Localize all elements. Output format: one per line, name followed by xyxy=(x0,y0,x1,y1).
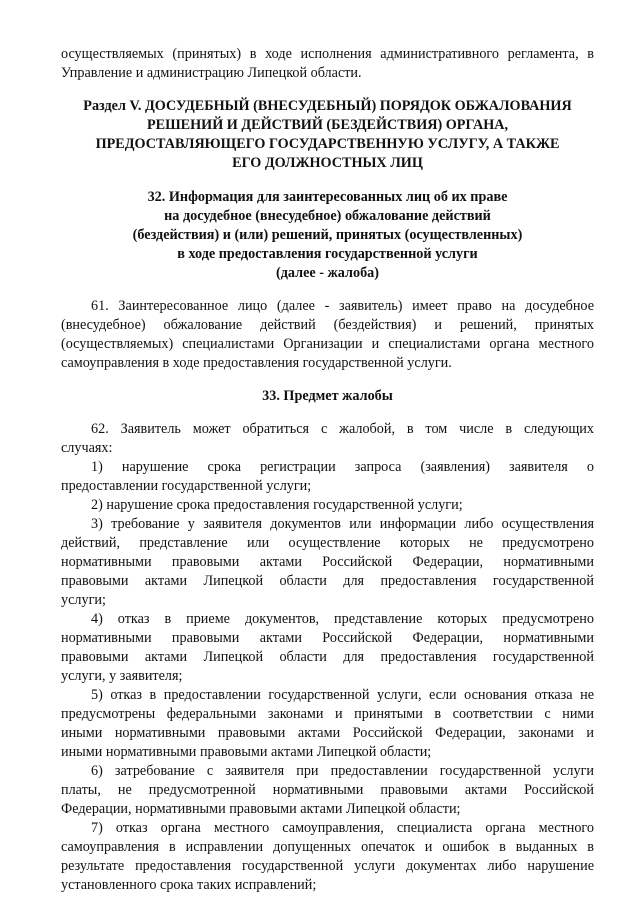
list-item-line: нормативными правовыми актами Российской Федерации, нормативными xyxy=(61,554,594,570)
list-item-line: иными нормативными правовыми актами Липецкой области; xyxy=(61,744,432,760)
section-title-line: ПРЕДОСТАВЛЯЮЩЕГО ГОСУДАРСТВЕННУЮ УСЛУГУ, А ТАКЖЕ xyxy=(95,136,560,152)
list-item-line: услуги, у заявителя; xyxy=(61,668,183,684)
subsection-title-line: на досудебное (внесудебное) обжалование действий xyxy=(164,208,491,224)
subsection-title-line: (далее - жалоба) xyxy=(276,265,379,281)
subsection-title-line: (бездействия) и (или) решений, принятых (осуществленных) xyxy=(132,227,523,243)
list-item-line: 3) требование у заявителя документов или информации либо осуществления xyxy=(91,516,594,532)
text-line: Управление и администрацию Липецкой области. xyxy=(61,65,362,81)
list-item-line: правовыми актами Липецкой области для предоставления государственной xyxy=(61,649,594,665)
list-item-line: 2) нарушение срока предоставления государственной услуги; xyxy=(91,497,463,513)
list-item-line: 4) отказ в приеме документов, представление которых предусмотрено xyxy=(91,611,594,627)
section-title-line: Раздел V. ДОСУДЕБНЫЙ (ВНЕСУДЕБНЫЙ) ПОРЯДОК ОБЖАЛОВАНИЯ xyxy=(83,98,572,114)
list-item-line: действий, представление или осуществление которых не предусмотрено xyxy=(61,535,594,551)
text-line: осуществляемых (принятых) в ходе исполнения административного регламента, в xyxy=(61,46,594,62)
list-item-line: платы, не предусмотренной нормативными правовыми актами Российской xyxy=(61,782,594,798)
subsection-title: 33. Предмет жалобы xyxy=(262,388,393,404)
paragraph-line: случаях: xyxy=(61,440,113,456)
list-item-line: услуги; xyxy=(61,592,106,608)
list-item-line: нормативными правовыми актами Российской Федерации, нормативными xyxy=(61,630,594,646)
paragraph-line: (осуществляемых) специалистами Организации и специалистами органа местного xyxy=(61,336,594,352)
list-item-line: иными нормативными правовыми актами Российской Федерации, законами и xyxy=(61,725,594,741)
list-item-line: установленного срока таких исправлений; xyxy=(61,877,317,893)
list-item-line: предусмотрены федеральными законами и принятыми в соответствии с ними xyxy=(61,706,594,722)
subsection-title-line: 32. Информация для заинтересованных лиц об их праве xyxy=(147,189,508,205)
list-item-line: правовыми актами Липецкой области для предоставления государственной xyxy=(61,573,594,589)
list-item-line: результате предоставления государственной услуги документах либо нарушение xyxy=(61,858,594,874)
section-title-line: РЕШЕНИЙ И ДЕЙСТВИЙ (БЕЗДЕЙСТВИЯ) ОРГАНА, xyxy=(146,117,509,133)
paragraph-line: 62. Заявитель может обратиться с жалобой, в том числе в следующих xyxy=(91,421,594,437)
list-item-line: 7) отказ органа местного самоуправления, специалиста органа местного xyxy=(91,820,594,836)
paragraph-line: самоуправления в ходе предоставления государственной услуги. xyxy=(61,355,452,371)
list-item-line: 1) нарушение срока регистрации запроса (заявления) заявителя о xyxy=(91,459,594,475)
list-item-line: 6) затребование с заявителя при предоставлении государственной услуги xyxy=(91,763,594,779)
list-item-line: Федерации, нормативными правовыми актами Липецкой области; xyxy=(61,801,461,817)
list-item-line: самоуправления в исправлении допущенных опечаток и ошибок в выданных в xyxy=(61,839,594,855)
subsection-title-line: в ходе предоставления государственной услуги xyxy=(177,246,478,262)
paragraph-line: 61. Заинтересованное лицо (далее - заявитель) имеет право на досудебное xyxy=(91,298,594,314)
list-item-line: 5) отказ в предоставлении государственной услуги, если основания отказа не xyxy=(91,687,594,703)
list-item-line: предоставлении государственной услуги; xyxy=(61,478,312,494)
section-title-line: ЕГО ДОЛЖНОСТНЫХ ЛИЦ xyxy=(232,155,423,171)
paragraph-line: (внесудебное) обжалование действий (бездействия) и решений, принятых xyxy=(61,317,594,333)
